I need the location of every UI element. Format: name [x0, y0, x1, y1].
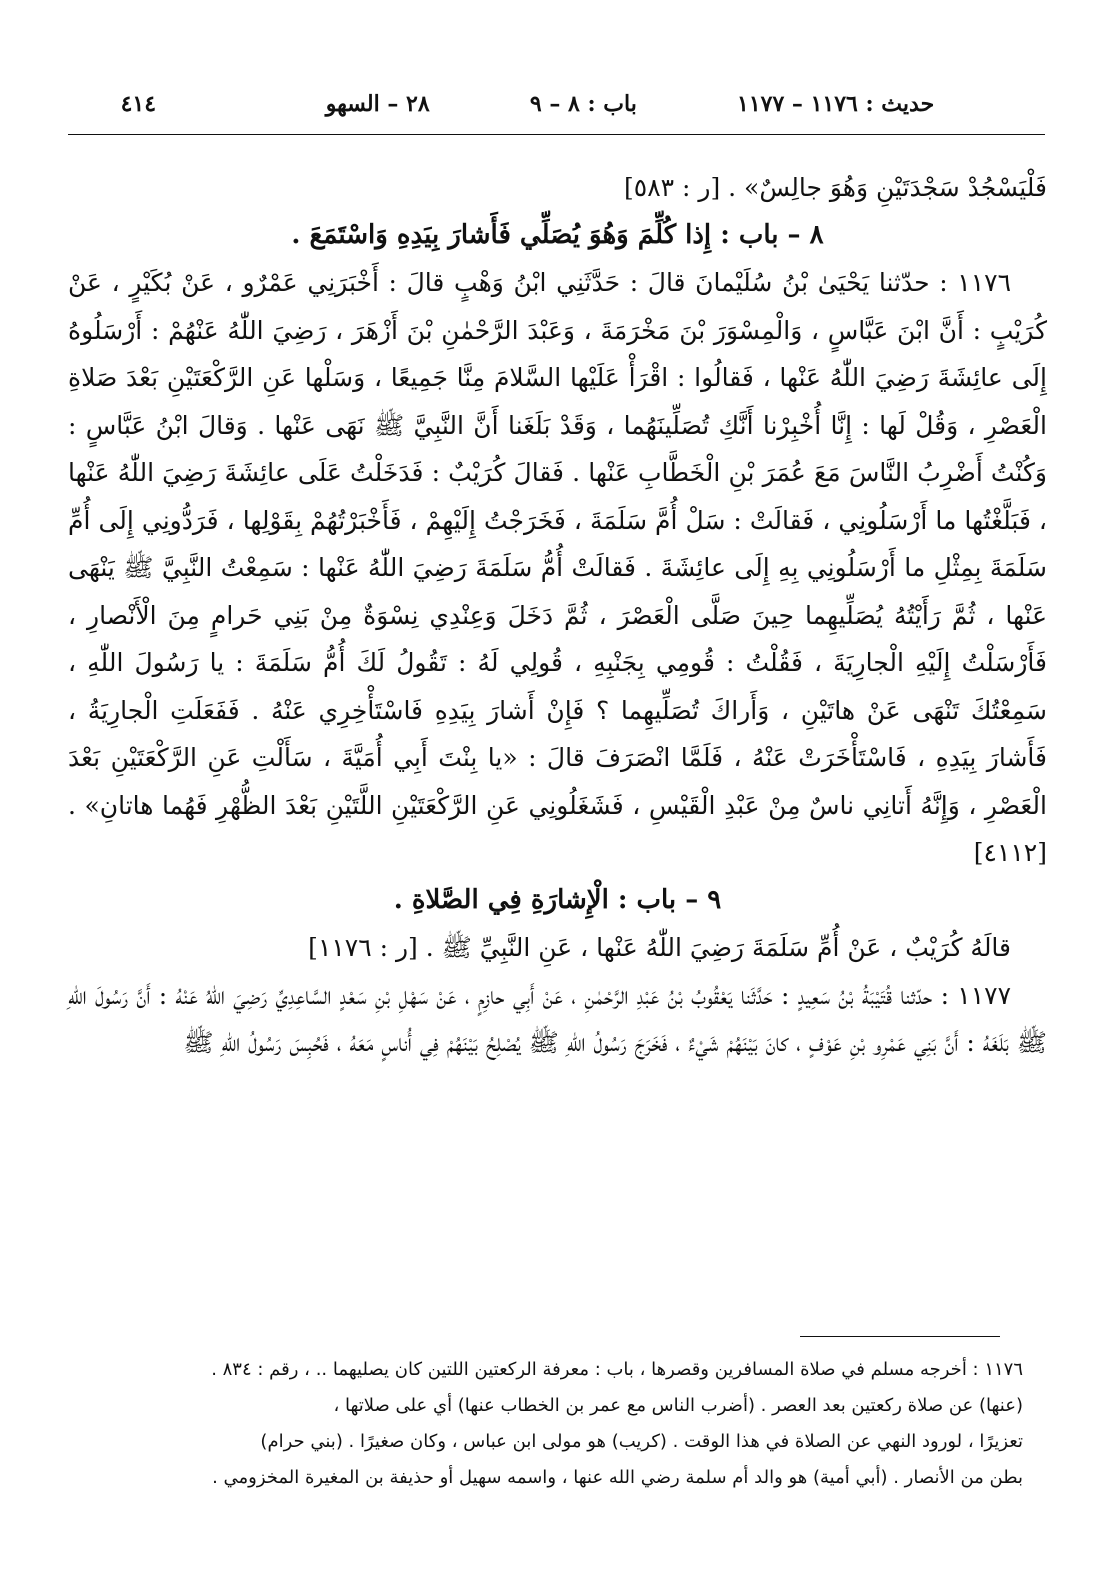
- chapter-heading-8: ٨ – باب : إِذا كُلِّمَ وَهُوَ يُصَلِّي فَأَشارَ بِيَدِهِ وَاسْتَمَعَ .: [291, 219, 824, 250]
- page-header: [76, 84, 1037, 124]
- main-text: [68, 164, 1047, 1067]
- hadith-range: حديث : ١١٧٦ – ١١٧٧: [737, 91, 935, 117]
- cross-reference: قالَهُ كُرَيْبٌ ، عَنْ أُمِّ سَلَمَةَ رَضِيَ اللّٰهُ عَنْها ، عَنِ النَّبِيِّ ﷺ . [ر : ١١٧٦]: [308, 933, 1011, 962]
- header-divider: [68, 134, 1045, 135]
- hadith-1176: ١١٧٦ : حدّثنا يَحْيَىٰ بْنُ سُلَيْمانَ قالَ : حَدَّثَنِي ابْنُ وَهْبٍ قالَ : أَخْبَرَنِي عَمْرٌو ، عَنْ بُكَيْرٍ ، عَنْ كُرَيْبٍ : أَنَّ ابْنَ عَبَّاسٍ ، وَالْمِسْوَرَ بْنَ مَخْرَمَةَ ، وَعَبْدَ الرَّحْمٰنِ بْنَ أَزْهَرَ ، رَضِيَ اللّٰهُ عَنْهُمْ : أَرْسَلُوهُ إِلَى عائِشَةَ رَضِيَ اللّٰهُ عَنْها ، فَقالُوا : اقْرَأْ عَلَيْها السَّلامَ مِنَّا جَمِيعًا ، وَسَلْها عَنِ الرَّكْعَتَيْنِ بَعْدَ صَلاةِ الْعَصْرِ ، وَقُلْ لَها : إِنَّا أُخْبِرْنا أَنَّكِ تُصَلِّينَهُما ، وَقَدْ بَلَغَنا أَنَّ النَّبِيَّ ﷺ نَهَى عَنْها . وَقالَ ابْنُ عَبَّاسٍ : وَكُنْتُ أَضْرِبُ النَّاسَ مَعَ عُمَرَ بْنِ الْخَطَّابِ عَنْها . فَقالَ كُرَيْبٌ : فَدَخَلْتُ عَلَى عائِشَةَ رَضِيَ اللّٰهُ عَنْها ، فَبَلَّغْتُها ما أَرْسَلُونِي ، فَقالَتْ : سَلْ أُمَّ سَلَمَةَ ، فَخَرَجْتُ إِلَيْهِمْ ، فَأَخْبَرْتُهُمْ بِقَوْلِها ، فَرَدُّونِي إِلَى أُمِّ سَلَمَةَ بِمِثْلِ ما أَرْسَلُونِي بِهِ إِلَى عائِشَةَ . فَقالَتْ أُمُّ سَلَمَةَ رَضِيَ اللّٰهُ عَنْها : سَمِعْتُ النَّبِيَّ ﷺ يَنْهَى عَنْها ، ثُمَّ رَأَيْتُهُ يُصَلِّيهِما حِينَ صَلَّى الْعَصْرَ ، ثُمَّ دَخَلَ وَعِنْدِي نِسْوَةٌ مِنْ بَنِي حَرامٍ مِنَ الْأَنْصارِ ، فَأَرْسَلْتُ إِلَيْهِ الْجارِيَةَ ، فَقُلْتُ : قُومِي بِجَنْبِهِ ، قُولِي لَهُ : تَقُولُ لَكَ أُمُّ سَلَمَةَ : يا رَسُولَ اللّٰهِ ، سَمِعْتُكَ تَنْهَى عَنْ هاتَيْنِ ، وَأَراكَ تُصَلِّيهِما ؟ فَإِنْ أَشارَ بِيَدِهِ فَاسْتَأْخِرِي عَنْهُ . فَفَعَلَتِ الْجارِيَةُ ، فَأَشارَ بِيَدِهِ ، فَاسْتَأْخَرَتْ عَنْهُ ، فَلَمَّا انْصَرَفَ قالَ : «يا بِنْتَ أَبِي أُمَيَّةَ ، سَأَلْتِ عَنِ الرَّكْعَتَيْنِ بَعْدَ الْعَصْرِ ، وَإِنَّهُ أَتانِي ناسٌ مِنْ عَبْدِ الْقَيْسِ ، فَشَغَلُونِي عَنِ الرَّكْعَتَيْنِ اللَّتَيْنِ بَعْدَ الظُّهْرِ فَهُما هاتانِ» . [٤١١٢]: [68, 268, 1047, 867]
- paragraph-continuation: فَلْيَسْجُدْ سَجْدَتَيْنِ وَهُوَ جالِسٌ» . [ر : ٥٨٣]: [624, 173, 1047, 202]
- footnote-line: ١١٧٦ : أخرجه مسلم في صلاة المسافرين وقصرها ، باب : معرفة الركعتين اللتين كان يصليهما .. ، رقم : ٨٣٤ .: [211, 1359, 1023, 1380]
- page-number: ٤١٤: [120, 91, 157, 117]
- chapter-title: ٢٨ – السهو: [325, 91, 430, 117]
- bab-range: باب : ٨ – ٩: [529, 91, 637, 117]
- footnote-line: (عنها) عن صلاة ركعتين بعد العصر . (أضرب الناس مع عمر بن الخطاب عنها) أي على صلاتها ،: [333, 1395, 1023, 1416]
- hadith-1177: ١١٧٧ : حدّثنا قُتَيْبَةُ بْنُ سَعِيدٍ : حَدَّثَنا يَعْقُوبُ بْنُ عَبْدِ الرَّحْمٰنِ ، عَنْ أَبِي حازِمٍ ، عَنْ سَهْلِ بْنِ سَعْدٍ السَّاعِدِيِّ رَضِيَ اللّٰهُ عَنْهُ : أَنَّ رَسُولَ اللّٰهِ ﷺ بَلَغَهُ : أَنَّ بَنِي عَمْرِو بْنِ عَوْفٍ ، كانَ بَيْنَهُمْ شَيْءٌ ، فَخَرَجَ رَسُولُ اللّٰهِ ﷺ يُصْلِحُ بَيْنَهُمْ فِي أُناسٍ مَعَهُ ، فَحُبِسَ رَسُولُ اللّٰهِ ﷺ: [68, 980, 1047, 1057]
- footnotes: [80, 1352, 1023, 1496]
- footnote-divider: [800, 1336, 1000, 1337]
- footnote-line: بطن من الأنصار . (أبي أمية) هو والد أم سلمة رضي الله عنها ، واسمه سهيل أو حذيفة بن المغيرة المخزومي .: [212, 1467, 1023, 1488]
- chapter-heading-9: ٩ – باب : الْإِشارَةِ فِي الصَّلاةِ .: [393, 884, 722, 915]
- footnote-line: تعزيرًا ، لورود النهي عن الصلاة في هذا الوقت . (كريب) هو مولى ابن عباس ، وكان صغيرًا . (بني حرام): [260, 1431, 1023, 1452]
